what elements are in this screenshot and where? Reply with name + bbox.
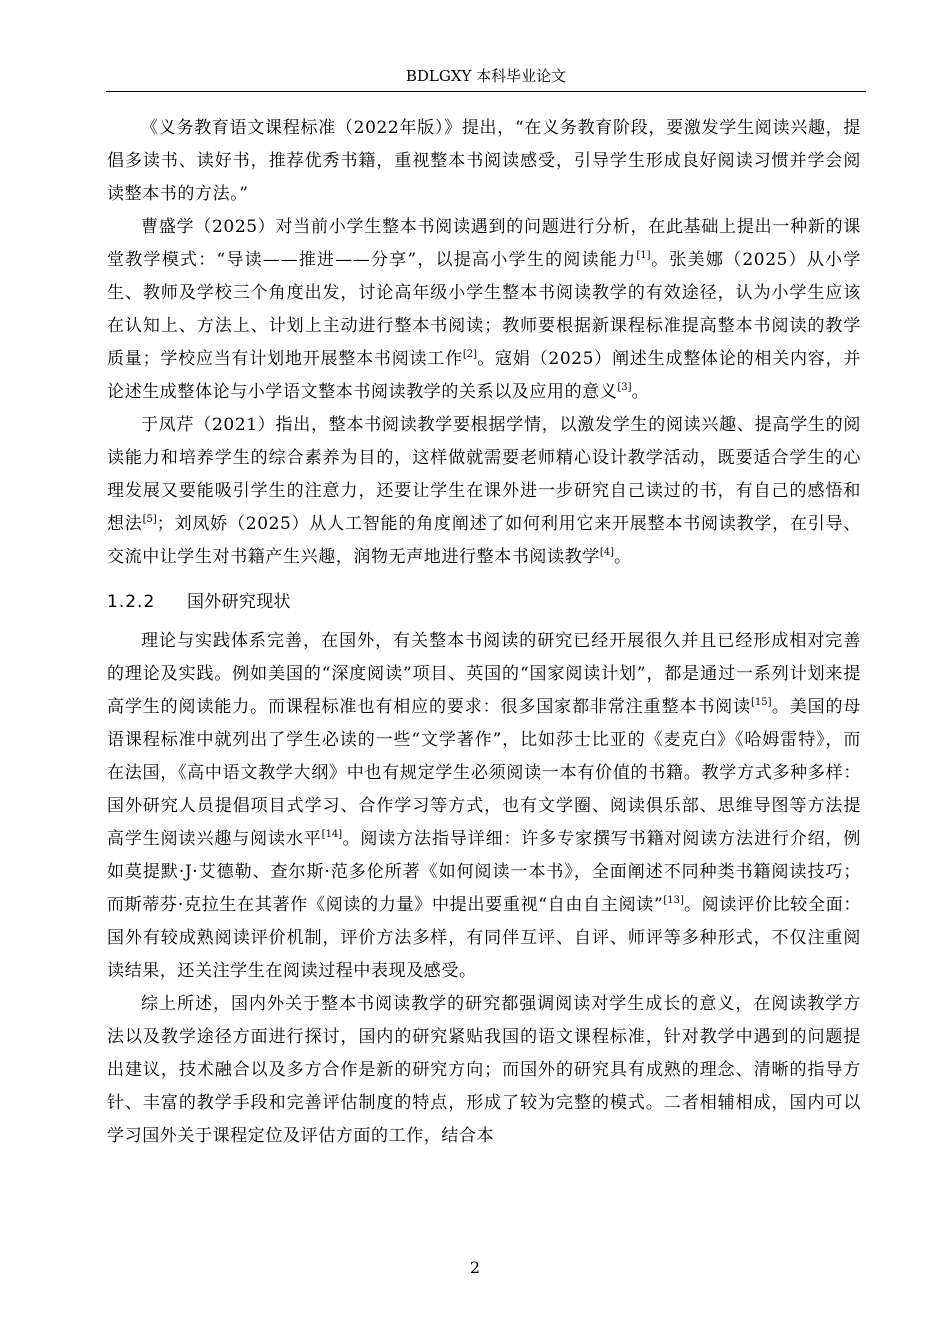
header-rule — [106, 91, 866, 92]
paragraph-text: 。 — [613, 547, 632, 567]
running-header: BDLGXY 本科毕业论文 — [405, 67, 567, 85]
paragraph-text: 于凤芹（2021）指出，整本书阅读教学要根据学情，以激发学生的阅读兴趣、提高学生的阅读能力和培养学生的综合素养为目的，这样做就需要老师精心设计教学活动，既要适合学生的心理发展又要能吸引学生的注意力，还要让学生在课外进一步研究自己读过的书，有自己的感悟和想法 — [107, 415, 861, 534]
paragraph-text: ；刘凤娇（2025）从人工智能的角度阐述了如何利用它来开展整本书阅读教学，在引导、交流中让学生对书籍产生兴趣，润物无声地进行整本书阅读教学 — [107, 514, 861, 567]
paragraph — [107, 625, 861, 988]
paragraph-text: 。寇娟（2025）阐述生成整体论的相关内容，并论述生成整体论与小学语文整本书阅读教学的关系以及应用的意义 — [107, 349, 861, 402]
paragraph — [107, 112, 861, 211]
paragraph-text: 理论与实践体系完善，在国外，有关整本书阅读的研究已经开展很久并且已经形成相对完善的理论及实践。例如美国的“深度阅读”项目、英国的“国家阅读计划”，都是通过一系列计划来提高学生的阅读能力。而课程标准也有相应的要求：很多国家都非常注重整本书阅读 — [107, 631, 861, 717]
citation-ref: [14] — [321, 829, 343, 840]
paragraph-text: 。张美娜（2025）从小学生、教师及学校三个角度出发，讨论高年级小学生整本书阅读教学的有效途径，认为小学生应该在认知上、方法上、计划上主动进行整本书阅读；教师要根据新课程标准提高整本书阅读的教学质量；学校应当有计划地开展整本书阅读工作 — [107, 250, 861, 369]
citation-ref: [3] — [617, 382, 632, 393]
citation-ref: [15] — [751, 697, 772, 708]
paragraph — [107, 988, 861, 1153]
paragraph-text: 。阅读评价比较全面：国外有较成熟阅读评价机制，评价方法多样，有同伴互评、自评、师评等多种形式，不仅注重阅读结果，还关注学生在阅读过程中表现及感受。 — [107, 895, 862, 981]
citation-ref: [13] — [663, 895, 684, 906]
paragraph — [107, 409, 861, 574]
citation-ref: [1] — [636, 250, 651, 261]
paragraph — [107, 211, 861, 409]
foreign-research-section — [107, 625, 861, 1153]
paragraph-text: 。阅读方法指导详细：许多专家撰写书籍对阅读方法进行介绍，例如莫提默·J·艾德勒、查尔斯·范多伦所著《如何阅读一本书》，全面阐述不同种类书籍阅读技巧；而斯蒂芬·克拉生在其著作《阅读的力量》中提出要重视“自由自主阅读” — [107, 829, 861, 915]
section-number: 1.2.2 — [107, 592, 156, 612]
section-title: 国外研究现状 — [187, 592, 291, 612]
paragraph-text: 综上所述，国内外关于整本书阅读教学的研究都强调阅读对学生成长的意义，在阅读教学方法以及教学途径方面进行探讨，国内的研究紧贴我国的语文课程标准，针对教学中遇到的问题提出建议，技术融合以及多方合作是新的研究方向；而国外的研究具有成熟的理念、清晰的指导方针、丰富的教学手段和完善评估制度的特点，形成了较为完整的模式。二者相辅相成，国内可以学习国外关于课程定位及评估方面的工作，结合本 — [107, 994, 861, 1146]
paragraph-text: 。 — [631, 382, 650, 402]
paragraph-text: 曹盛学（2025）对当前小学生整本书阅读遇到的问题进行分析，在此基础上提出一种新的课堂教学模式：“导读——推进——分享”，以提高小学生的阅读能力 — [107, 217, 861, 270]
body-text — [107, 112, 861, 1153]
page-number: 2 — [469, 1258, 481, 1277]
citation-ref: [4] — [599, 547, 614, 558]
paragraph-text: 《义务教育语文课程标准（2022年版）》提出，“在义务教育阶段，要激发学生阅读兴趣，提倡多读书、读好书，推荐优秀书籍，重视整本书阅读感受，引导学生形成良好阅读习惯并学会阅读整本书的方法。” — [107, 118, 861, 204]
section-heading — [107, 586, 861, 619]
domestic-research-section — [107, 112, 861, 574]
citation-ref: [2] — [462, 349, 478, 360]
citation-ref: [5] — [142, 514, 157, 525]
paragraph-text: 。美国的母语课程标准中就列出了学生必读的一些“文学著作”，比如莎士比亚的《麦克白》《哈姆雷特》，而在法国，《高中语文教学大纲》中也有规定学生必须阅读一本有价值的书籍。教学方式多种多样：国外研究人员提倡项目式学习、合作学习等方式，也有文学圈、阅读俱乐部、思维导图等方法提高学生阅读兴趣与阅读水平 — [107, 697, 861, 849]
